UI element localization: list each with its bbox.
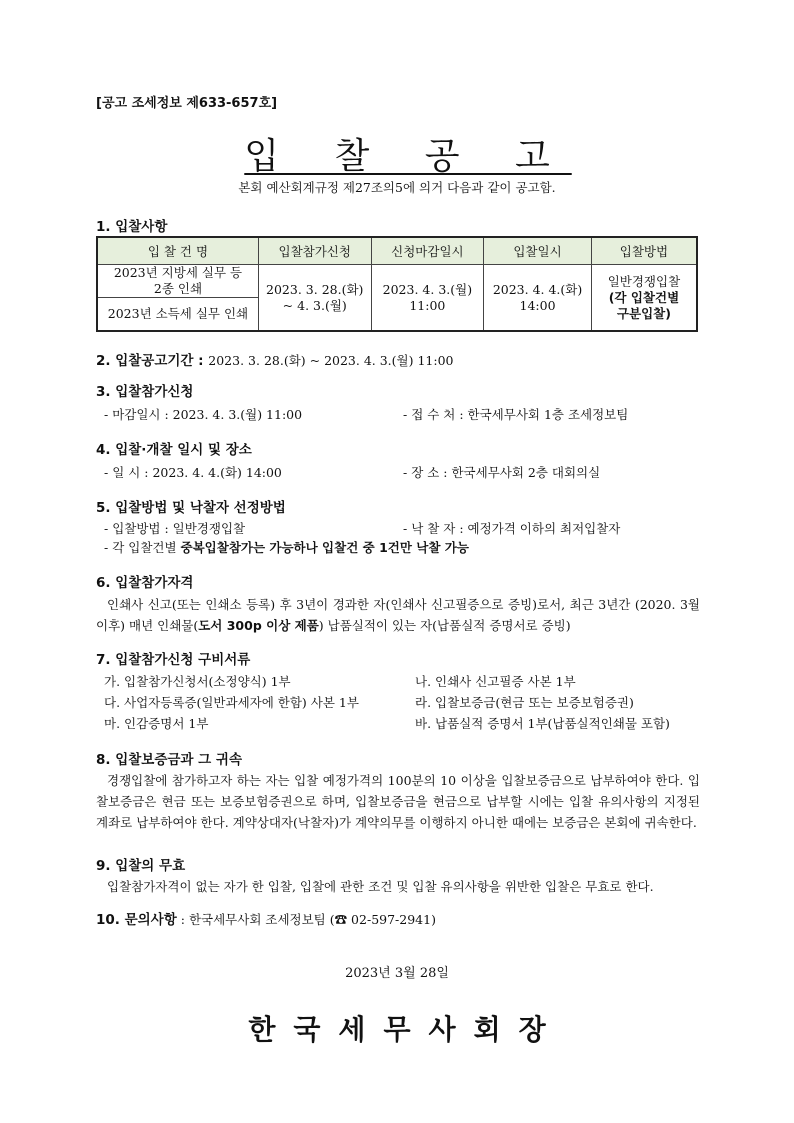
bid-table <box>96 236 698 332</box>
section-10-value: : 한국세무사회 조세정보팀 (☎ 02-597-2941) <box>176 912 436 927</box>
deadline-line-2: 11:00 <box>409 297 446 313</box>
intro-text: 본회 예산회계규정 제27조의5에 의거 다음과 같이 공고함. <box>238 180 556 195</box>
bid-date-line-1: 2023. 4. 4.(화) <box>492 281 583 297</box>
section-6-text <box>96 594 700 636</box>
col-header-name: 입 찰 건 명 <box>97 237 258 265</box>
bid-date-cell <box>484 265 592 332</box>
method-line-1: 일반경쟁입찰 <box>607 273 681 289</box>
section-7-heading: 7. 입찰참가신청 구비서류 <box>96 652 251 668</box>
doc-item-ra: 라. 입찰보증금(현금 또는 보증보험증권) <box>415 695 634 710</box>
item-2-cell: 2023년 소득세 실무 인쇄 <box>97 298 258 332</box>
section-6-heading: 6. 입찰참가자격 <box>96 575 194 591</box>
section-8-heading: 8. 입찰보증금과 그 귀속 <box>96 752 242 768</box>
section-5-note-plain: - 각 입찰건별 <box>104 540 181 555</box>
deadline-line-1: 2023. 4. 3.(월) <box>382 281 473 297</box>
doc-item-ma: 마. 인감증명서 1부 <box>104 716 209 731</box>
section-6-text-bold: 도서 300p 이상 제품 <box>198 618 319 633</box>
apply-line-1: 2023. 3. 28.(화) <box>266 281 364 297</box>
section-6-text-before: 인쇄사 신고(또는 인쇄소 등록) 후 3년이 경과한 자(인쇄사 신고필증으로 증빙)로서, 최근 3년간 (2020. 3월 이후) 매년 인쇄물( <box>96 597 700 633</box>
section-3-right: - 접 수 처 : 한국세무사회 1층 조세정보팀 <box>403 407 629 422</box>
notice-number: [공고 조세정보 제633-657호] <box>96 96 278 111</box>
section-5-heading: 5. 입찰방법 및 낙찰자 선정방법 <box>96 500 286 516</box>
item-1-cell <box>97 265 258 298</box>
section-4-left: - 일 시 : 2023. 4. 4.(화) 14:00 <box>104 465 282 480</box>
doc-item-na: 나. 인쇄사 신고필증 사본 1부 <box>415 674 576 689</box>
bid-date-line-2: 14:00 <box>519 297 556 313</box>
section-5-note-bold: 중복입찰참가는 가능하나 입찰건 중 1건만 낙찰 가능 <box>180 540 469 555</box>
method-line-2: (각 입찰건별 <box>608 289 680 305</box>
section-6-text-after: ) 납품실적이 있는 자(납품실적 증명서로 증빙) <box>318 618 571 633</box>
section-9-text: 입찰참가자격이 없는 자가 한 입찰, 입찰에 관한 조건 및 입찰 유의사항을 위반한 입찰은 무효로 한다. <box>107 879 654 894</box>
signature: 한국세무사회장 <box>248 1013 564 1046</box>
apply-period-cell <box>258 265 371 332</box>
section-3-left: - 마감일시 : 2023. 4. 3.(월) 11:00 <box>104 407 303 422</box>
section-9-heading: 9. 입찰의 무효 <box>96 858 186 874</box>
notice-date: 2023년 3월 28일 <box>345 966 449 981</box>
page-title <box>0 128 794 179</box>
method-line-3: 구분입찰) <box>616 305 671 321</box>
method-cell <box>591 265 697 332</box>
section-10-heading: 10. 문의사항 <box>96 912 177 928</box>
section-1-heading: 1. 입찰사항 <box>96 219 168 235</box>
table-header-row <box>97 237 697 265</box>
col-header-deadline: 신청마감일시 <box>371 237 484 265</box>
section-5-right: - 낙 찰 자 : 예정가격 이하의 최저입찰자 <box>403 521 621 536</box>
doc-item-ga: 가. 입찰참가신청서(소정양식) 1부 <box>104 674 291 689</box>
doc-item-ba: 바. 납품실적 증명서 1부(납품실적인쇄물 포함) <box>415 716 670 731</box>
apply-line-2: ~ 4. 3.(월) <box>282 297 347 313</box>
section-10 <box>96 908 436 928</box>
section-5-note <box>104 538 469 556</box>
deadline-cell <box>371 265 484 332</box>
section-8-text: 경쟁입찰에 참가하고자 하는 자는 입찰 예정가격의 100분의 10 이상을 입찰보증금으로 납부하여야 한다. 입찰보증금은 현금 또는 보증보험증권으로 하며, 입찰보증금을 현금으로 납부할 시에는 입찰 유의사항의 지정된 계좌로 납부하여야 한다. 계약상대자(낙찰자)가 계약의무를 이행하지 아니한 때에는 보증금은 본회에 귀속한다. <box>96 773 700 830</box>
item-1-line-2: 2종 인쇄 <box>153 281 203 296</box>
col-header-bid-date: 입찰일시 <box>484 237 592 265</box>
section-2-value: 2023. 3. 28.(화) ~ 2023. 4. 3.(월) 11:00 <box>208 353 454 368</box>
item-1-line-1: 2023년 지방세 실무 등 <box>113 265 243 280</box>
section-2 <box>96 349 453 369</box>
section-4-right: - 장 소 : 한국세무사회 2층 대회의실 <box>403 465 601 480</box>
doc-item-da: 다. 사업자등록증(일반과세자에 한함) 사본 1부 <box>104 695 359 710</box>
page-title-text: 입 찰 공 고 <box>244 136 572 177</box>
table-row <box>97 265 697 298</box>
section-3-heading: 3. 입찰참가신청 <box>96 384 194 400</box>
col-header-apply: 입찰참가신청 <box>258 237 371 265</box>
section-2-heading: 2. 입찰공고기간 : <box>96 353 209 369</box>
col-header-method: 입찰방법 <box>591 237 697 265</box>
section-4-heading: 4. 입찰·개찰 일시 및 장소 <box>96 442 252 458</box>
section-5-left: - 입찰방법 : 일반경쟁입찰 <box>104 521 246 536</box>
